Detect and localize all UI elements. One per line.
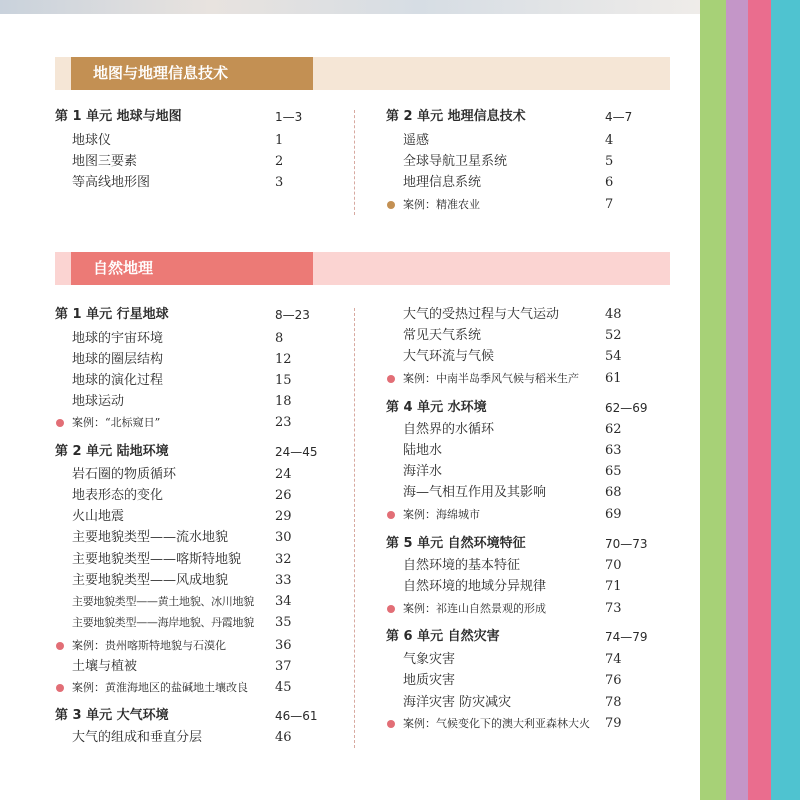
toc-entry[interactable] xyxy=(386,577,686,597)
toc-entry[interactable] xyxy=(55,728,355,748)
toc-page-number: 8 xyxy=(275,331,284,346)
toc-entry[interactable] xyxy=(386,693,686,713)
toc-case-entry[interactable] xyxy=(55,413,355,433)
toc-title: 案例：黄淮海地区的盐碱地土壤改良 xyxy=(72,681,248,694)
toc-title: 主要地貌类型——流水地貌 xyxy=(72,530,229,545)
toc-entry[interactable] xyxy=(386,462,686,482)
toc-page-number: 2 xyxy=(275,154,284,169)
toc-title: 自然环境的基本特征 xyxy=(403,558,521,573)
toc-page-number: 46 xyxy=(275,730,292,745)
bullet-dot-icon xyxy=(56,684,64,692)
toc-title: 案例：中南半岛季风气候与稻米生产 xyxy=(403,372,579,385)
toc-page-number: 78 xyxy=(605,695,622,710)
toc-page-number: 5 xyxy=(605,154,614,169)
toc-page-number: 74 xyxy=(605,652,622,667)
toc-entry[interactable] xyxy=(55,350,355,370)
toc-title: 第 1 单元 地球与地图 xyxy=(55,109,182,124)
bullet-dot-icon xyxy=(56,419,64,427)
toc-title: 土壤与植被 xyxy=(72,659,138,674)
toc-title: 第 2 单元 陆地环境 xyxy=(55,444,169,459)
toc-page-number: 4 xyxy=(605,133,614,148)
bullet-dot-icon xyxy=(387,201,395,209)
toc-page-number: 70 xyxy=(605,558,622,573)
toc-case-entry[interactable] xyxy=(386,599,686,619)
toc-entry[interactable] xyxy=(55,613,355,633)
toc-entry[interactable] xyxy=(386,650,686,670)
toc-unit-heading[interactable] xyxy=(386,627,686,647)
toc-entry[interactable] xyxy=(386,556,686,576)
toc-title: 自然界的水循环 xyxy=(403,422,495,437)
toc-page-number: 63 xyxy=(605,443,622,458)
toc-entry[interactable] xyxy=(386,152,686,172)
header-photo-strip xyxy=(0,0,700,14)
column-divider xyxy=(354,308,355,748)
bullet-dot-icon xyxy=(387,605,395,613)
toc-page-number: 32 xyxy=(275,552,292,567)
toc-page-number: 48 xyxy=(605,307,622,322)
toc-entry[interactable] xyxy=(386,441,686,461)
toc-page-number: 45 xyxy=(275,680,292,695)
toc-unit-heading[interactable] xyxy=(55,706,355,726)
toc-title: 自然环境的地域分异规律 xyxy=(403,579,547,594)
toc-unit-heading[interactable] xyxy=(55,442,355,462)
toc-page-number: 73 xyxy=(605,601,622,616)
toc-entry[interactable] xyxy=(386,173,686,193)
toc-page-number: 24—45 xyxy=(275,445,318,459)
toc-title: 陆地水 xyxy=(403,443,443,458)
toc-title: 地理信息系统 xyxy=(403,175,482,190)
toc-page-number: 61 xyxy=(605,371,622,386)
toc-entry[interactable] xyxy=(55,131,355,151)
toc-page-number: 3 xyxy=(275,175,284,190)
toc-title: 大气的受热过程与大气运动 xyxy=(403,307,560,322)
toc-title: 海—气相互作用及其影响 xyxy=(403,485,547,500)
side-color-tabs xyxy=(700,0,800,800)
toc-entry[interactable] xyxy=(386,131,686,151)
toc-title: 第 6 单元 自然灾害 xyxy=(386,629,500,644)
toc-case-entry[interactable] xyxy=(386,714,686,734)
toc-title: 主要地貌类型——黄土地貌、冰川地貌 xyxy=(72,595,254,608)
toc-title: 第 2 单元 地理信息技术 xyxy=(386,109,526,124)
toc-case-entry[interactable] xyxy=(386,195,686,215)
toc-entry[interactable] xyxy=(55,571,355,591)
toc-title: 地图三要素 xyxy=(72,154,138,169)
toc-page-number: 62—69 xyxy=(605,401,648,415)
toc-page-number: 26 xyxy=(275,488,292,503)
toc-title: 海洋灾害 防灾减灾 xyxy=(403,695,512,710)
toc-page-number: 33 xyxy=(275,573,292,588)
bullet-dot-icon xyxy=(387,720,395,728)
toc-unit-heading[interactable] xyxy=(386,534,686,554)
toc-entry[interactable] xyxy=(55,329,355,349)
toc-page-number: 7 xyxy=(605,197,614,212)
toc-title: 地球的演化过程 xyxy=(72,373,164,388)
toc-title: 地球的圈层结构 xyxy=(72,352,164,367)
toc-title: 主要地貌类型——风成地貌 xyxy=(72,573,229,588)
toc-title: 大气环流与气候 xyxy=(403,349,495,364)
toc-title: 遥感 xyxy=(403,133,430,148)
toc-entry[interactable] xyxy=(55,371,355,391)
toc-entry[interactable] xyxy=(386,420,686,440)
toc-title: 主要地貌类型——海岸地貌、丹霞地貌 xyxy=(72,616,254,629)
toc-entry[interactable] xyxy=(386,305,686,325)
toc-title: 火山地震 xyxy=(72,509,125,524)
toc-unit-heading[interactable] xyxy=(55,305,355,325)
toc-title: 案例：海绵城市 xyxy=(403,508,480,521)
toc-entry[interactable] xyxy=(55,173,355,193)
toc-page-number: 65 xyxy=(605,464,622,479)
toc-case-entry[interactable] xyxy=(386,369,686,389)
toc-entry[interactable] xyxy=(55,486,355,506)
tab-green xyxy=(700,0,728,800)
toc-title: 案例：祁连山自然景观的形成 xyxy=(403,602,546,615)
toc-title: 海洋水 xyxy=(403,464,443,479)
toc-page-number: 70—73 xyxy=(605,537,648,551)
toc-page-number: 76 xyxy=(605,673,622,688)
toc-page-number: 35 xyxy=(275,615,292,630)
toc-page-number: 12 xyxy=(275,352,292,367)
column-divider xyxy=(354,110,355,215)
toc-page-number: 1 xyxy=(275,133,284,148)
toc-title: 第 4 单元 水环境 xyxy=(386,400,487,415)
toc-entry[interactable] xyxy=(55,528,355,548)
toc-unit-heading[interactable] xyxy=(386,107,686,127)
toc-page-number: 8—23 xyxy=(275,308,310,322)
toc-title: 气象灾害 xyxy=(403,652,456,667)
toc-entry[interactable] xyxy=(386,671,686,691)
toc-entry[interactable] xyxy=(55,592,355,612)
toc-title: 第 5 单元 自然环境特征 xyxy=(386,536,526,551)
tab-cyan xyxy=(771,0,800,800)
toc-page-number: 71 xyxy=(605,579,622,594)
tab-purple xyxy=(726,0,750,800)
toc-title: 等高线地形图 xyxy=(72,175,151,190)
toc-entry[interactable] xyxy=(386,483,686,503)
toc-title: 第 3 单元 大气环境 xyxy=(55,708,169,723)
toc-title: 第 1 单元 行星地球 xyxy=(55,307,169,322)
section-banner-map-tech xyxy=(55,57,670,90)
toc-title: 大气的组成和垂直分层 xyxy=(72,730,203,745)
toc-title: 主要地貌类型——喀斯特地貌 xyxy=(72,552,242,567)
bullet-dot-icon xyxy=(387,375,395,383)
toc-title: 案例：“北标窥日” xyxy=(72,416,161,429)
toc-page-number: 30 xyxy=(275,530,292,545)
toc-page-number: 4—7 xyxy=(605,110,633,124)
toc-page-number: 54 xyxy=(605,349,622,364)
section-title: 自然地理 xyxy=(71,252,313,285)
toc-entry[interactable] xyxy=(55,657,355,677)
toc-entry[interactable] xyxy=(55,507,355,527)
toc-page-number: 79 xyxy=(605,716,622,731)
toc-page-number: 74—79 xyxy=(605,630,648,644)
toc-unit-heading[interactable] xyxy=(55,107,355,127)
toc-title: 地表形态的变化 xyxy=(72,488,164,503)
toc-case-entry[interactable] xyxy=(386,505,686,525)
toc-page-number: 18 xyxy=(275,394,292,409)
toc-title: 案例：精准农业 xyxy=(403,198,480,211)
toc-page-number: 62 xyxy=(605,422,622,437)
toc-page-number: 24 xyxy=(275,467,292,482)
toc-entry[interactable] xyxy=(55,392,355,412)
toc-title: 常见天气系统 xyxy=(403,328,482,343)
toc-page-number: 1—3 xyxy=(275,110,303,124)
toc-title: 地质灾害 xyxy=(403,673,456,688)
toc-page-number: 29 xyxy=(275,509,292,524)
toc-page-number: 6 xyxy=(605,175,614,190)
section-title: 地图与地理信息技术 xyxy=(71,57,313,90)
tab-pink xyxy=(748,0,772,800)
toc-entry[interactable] xyxy=(55,465,355,485)
bullet-dot-icon xyxy=(56,642,64,650)
toc-unit-heading[interactable] xyxy=(386,398,686,418)
toc-page-number: 52 xyxy=(605,328,622,343)
toc-title: 地球的宇宙环境 xyxy=(72,331,164,346)
toc-title: 全球导航卫星系统 xyxy=(403,154,508,169)
toc-title: 地球运动 xyxy=(72,394,125,409)
toc-case-entry[interactable] xyxy=(55,678,355,698)
toc-page-number: 15 xyxy=(275,373,292,388)
toc-page-number: 37 xyxy=(275,659,292,674)
bullet-dot-icon xyxy=(387,511,395,519)
toc-page-number: 36 xyxy=(275,638,292,653)
toc-title: 地球仪 xyxy=(72,133,112,148)
section-banner-physical-geography xyxy=(55,252,670,285)
toc-title: 案例：气候变化下的澳大利亚森林大火 xyxy=(403,717,590,730)
toc-entry[interactable] xyxy=(386,326,686,346)
toc-page-number: 69 xyxy=(605,507,622,522)
toc-entry[interactable] xyxy=(386,347,686,367)
toc-page-number: 23 xyxy=(275,415,292,430)
toc-entry[interactable] xyxy=(55,152,355,172)
toc-case-entry[interactable] xyxy=(55,636,355,656)
toc-page-number: 46—61 xyxy=(275,709,318,723)
toc-entry[interactable] xyxy=(55,550,355,570)
toc-page-number: 34 xyxy=(275,594,292,609)
toc-page-number: 68 xyxy=(605,485,622,500)
toc-title: 岩石圈的物质循环 xyxy=(72,467,177,482)
toc-title: 案例：贵州喀斯特地貌与石漠化 xyxy=(72,639,226,652)
